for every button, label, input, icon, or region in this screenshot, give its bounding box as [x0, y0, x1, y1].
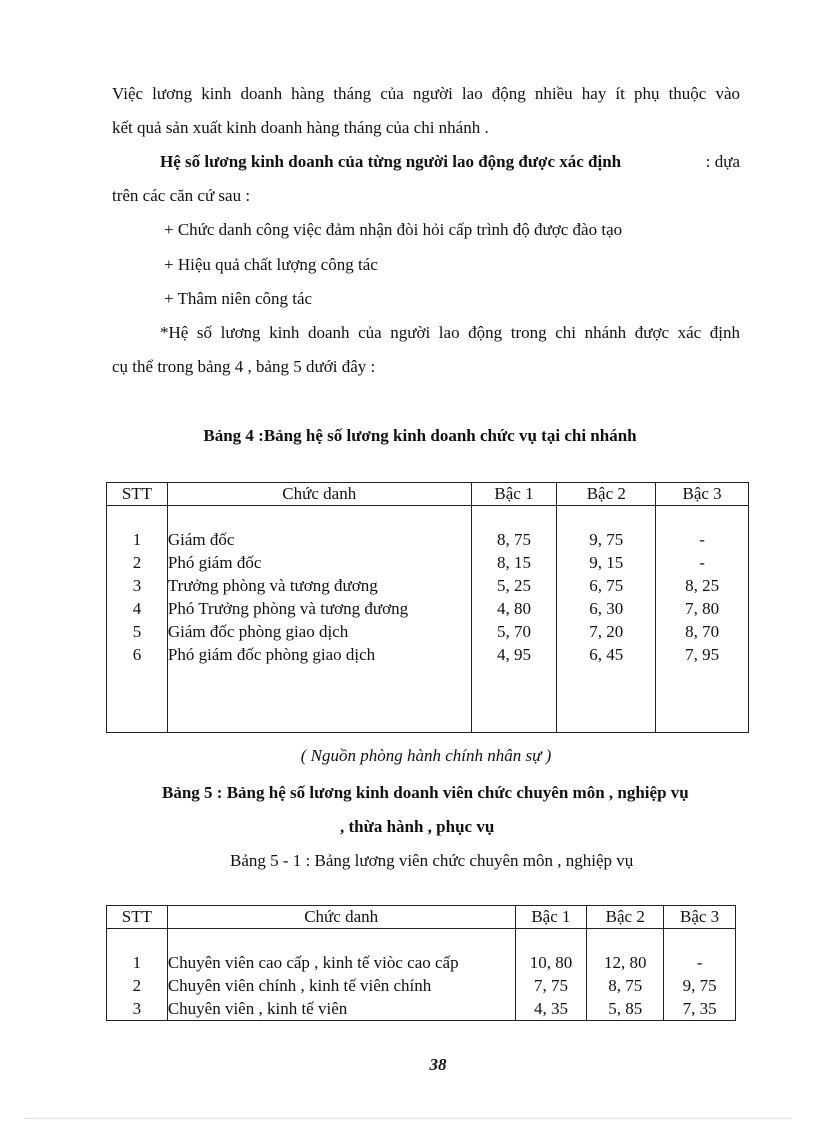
table-4-header-stt: STT — [107, 483, 168, 506]
table-4-header-title: Chức danh — [167, 483, 471, 506]
table-4-title: Bảng 4 :Bảng hệ số lương kinh doanh chức vụ tại chi nhánh — [203, 426, 637, 445]
table-cell: 2 — [132, 553, 142, 572]
table-cell: 8, 70 — [685, 622, 720, 641]
table-5-col-level-1 — [515, 929, 587, 1021]
paragraph-1-line-2: kết quả sản xuất kinh doanh hàng tháng của chi nhánh . — [112, 118, 489, 137]
table-4 — [106, 482, 749, 733]
table-cell: 6, 45 — [589, 645, 624, 664]
table-cell: 8, 15 — [497, 553, 532, 572]
paragraph-3-line-2: cụ thể trong bảng 4 , bảng 5 dưới đây : — [112, 357, 376, 376]
paragraph-2-rest: : dựa — [705, 152, 740, 171]
table-cell: Trưởng phòng và tương đương — [167, 576, 378, 595]
table-4-header-level-1: Bậc 1 — [471, 483, 557, 506]
table-cell: 6 — [132, 645, 142, 664]
table-cell: 7, 80 — [685, 599, 720, 618]
table-5-col-title — [167, 929, 515, 1021]
table-cell: Giám đốc — [167, 530, 235, 549]
table-cell: 9, 75 — [589, 530, 624, 549]
table-5-header-title: Chức danh — [167, 906, 515, 929]
table-cell: 12, 80 — [604, 953, 647, 972]
table-4-col-level-1 — [471, 506, 557, 733]
table-cell: 5, 70 — [497, 622, 532, 641]
table-5-header-level-2: Bậc 2 — [587, 906, 664, 929]
table-5 — [106, 905, 736, 1021]
table-cell: 5 — [132, 622, 142, 641]
table-5-col-level-2 — [587, 929, 664, 1021]
paragraph-3-line-1: *Hệ số lương kinh doanh của người lao động trong chi nhánh được xác định — [160, 323, 740, 342]
table-cell: - — [699, 530, 705, 549]
table-cell: 1 — [132, 953, 142, 972]
paragraph-1-line-1: Việc lương kinh doanh hàng tháng của người lao động nhiều hay ít phụ thuộc vào — [112, 84, 740, 103]
table-cell: 3 — [132, 576, 142, 595]
paragraph-2-line-2: trên các căn cứ sau : — [112, 186, 251, 205]
table-4-body-row — [107, 506, 749, 733]
page-bottom-divider — [24, 1118, 792, 1119]
table-5-header-level-1: Bậc 1 — [515, 906, 587, 929]
table-cell: 8, 75 — [608, 976, 643, 995]
table-cell: 8, 75 — [497, 530, 532, 549]
table-4-col-level-3 — [656, 506, 749, 733]
table-5-title-line-2: , thừa hành , phục vụ — [340, 817, 495, 836]
table-cell: 10, 80 — [529, 953, 573, 972]
table-cell: 9, 75 — [682, 976, 717, 995]
table-cell: 7, 20 — [589, 622, 624, 641]
table-cell: 8, 25 — [685, 576, 720, 595]
bullet-1: + Chức danh công việc đảm nhận đòi hỏi cấp trình độ được đào tạo — [164, 220, 623, 239]
bullet-3: + Thâm niên công tác — [164, 289, 313, 308]
table-cell: - — [696, 953, 703, 972]
table-cell: 9, 15 — [589, 553, 624, 572]
table-cell: 6, 75 — [589, 576, 624, 595]
table-5-header-stt: STT — [107, 906, 168, 929]
table-cell: Phó giám đốc phòng giao dịch — [167, 645, 376, 664]
table-cell: Chuyên viên cao cấp , kinh tế viòc cao cấp — [167, 953, 459, 972]
table-5-title-line-1: Bảng 5 : Bảng hệ số lương kinh doanh viên chức chuyên môn , nghiệp vụ — [162, 783, 689, 802]
table-4-header-row — [107, 483, 749, 506]
table-4-col-level-2 — [557, 506, 656, 733]
table-5-col-level-3 — [664, 929, 736, 1021]
table-cell: Chuyên viên chính , kinh tế viên chính — [167, 976, 432, 995]
table-cell: Chuyên viên , kinh tế viên — [167, 999, 348, 1018]
bullet-2: + Hiệu quả chất lượng công tác — [164, 255, 378, 274]
table-cell: 4, 80 — [497, 599, 532, 618]
table-cell: Phó giám đốc — [167, 553, 262, 572]
table-5-col-stt — [107, 929, 168, 1021]
table-cell: 7, 95 — [685, 645, 720, 664]
table-cell: 4, 95 — [497, 645, 532, 664]
table-cell: 4 — [132, 599, 142, 618]
table-cell: Phó Trưởng phòng và tương đương — [167, 599, 409, 618]
table-cell: - — [699, 553, 705, 572]
paragraph-2-bold: Hệ số lương kinh doanh của từng người lao động được xác định — [160, 152, 622, 171]
table-5-header-level-3: Bậc 3 — [664, 906, 736, 929]
table-cell: Giám đốc phòng giao dịch — [167, 622, 349, 641]
table-5-subtitle: Bảng 5 - 1 : Bảng lương viên chức chuyên môn , nghiệp vụ — [230, 851, 634, 870]
table-5-body-row — [107, 929, 736, 1021]
table-cell: 3 — [132, 999, 142, 1018]
table-4-header-level-3: Bậc 3 — [656, 483, 749, 506]
paragraph-2-line-1 — [160, 152, 740, 172]
table-4-header-level-2: Bậc 2 — [557, 483, 656, 506]
table-cell: 4, 35 — [533, 999, 568, 1018]
table-4-col-stt — [107, 506, 168, 733]
table-5-header-row — [107, 906, 736, 929]
table-cell: 6, 30 — [589, 599, 624, 618]
table-cell: 5, 85 — [608, 999, 643, 1018]
table-cell: 7, 35 — [682, 999, 717, 1018]
page-number: 38 — [429, 1055, 447, 1074]
table-cell: 7, 75 — [533, 976, 568, 995]
table-cell: 5, 25 — [497, 576, 532, 595]
table-cell: 1 — [132, 530, 142, 549]
table-4-source: ( Nguồn phòng hành chính nhân sự ) — [300, 746, 552, 765]
table-4-col-title — [167, 506, 471, 733]
table-cell: 2 — [132, 976, 142, 995]
